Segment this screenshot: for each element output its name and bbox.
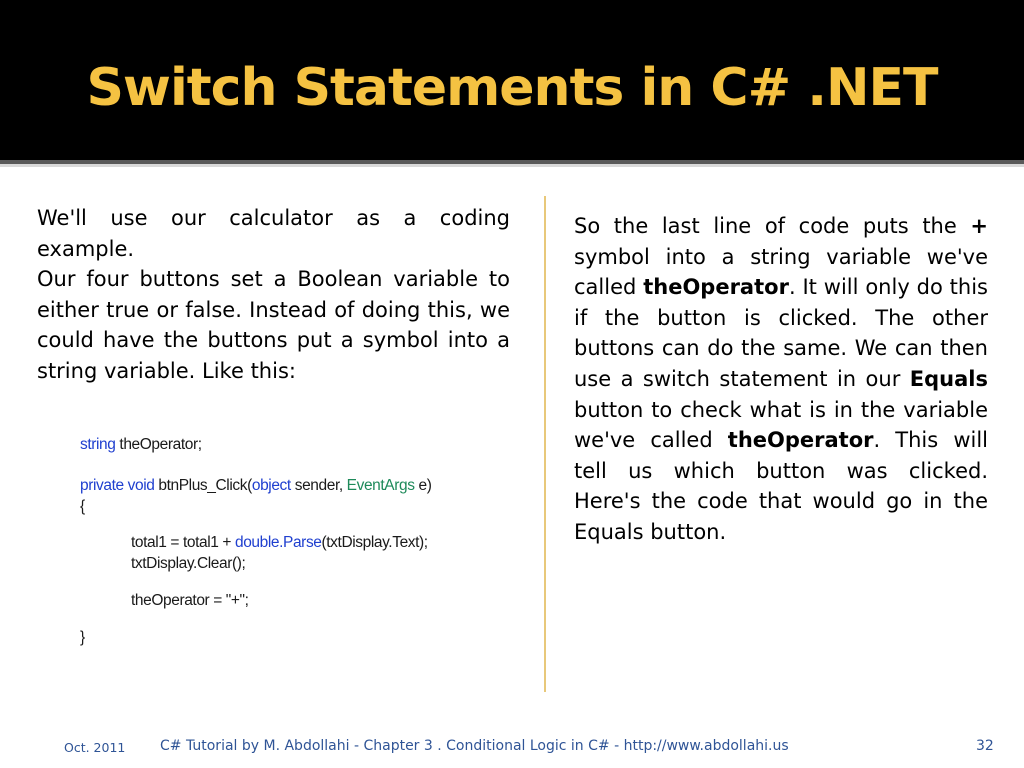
code-keyword: private void xyxy=(80,477,155,494)
code-text: theOperator; xyxy=(115,436,202,453)
code-line-open-brace: { xyxy=(80,498,85,515)
code-line-clear: txtDisplay.Clear(); xyxy=(131,555,246,572)
left-paragraph-explanation: Our four buttons set a Boolean variable to either true or false. Instead of doing this, we could have the buttons put a symbol into a string variable. Like this: xyxy=(37,267,510,383)
right-text: button to check what is in the variable we've called xyxy=(574,397,988,453)
slide-number: 32 xyxy=(976,738,994,754)
code-line-total xyxy=(131,534,428,552)
code-text: btnPlus_Click( xyxy=(154,477,252,494)
left-column xyxy=(37,203,510,387)
code-text: e) xyxy=(414,477,432,494)
code-text: total1 = total1 + xyxy=(131,534,235,551)
right-text: symbol into a string variable we've called xyxy=(574,244,988,300)
right-text: So the last line of code puts the xyxy=(574,214,971,238)
title-divider-highlight xyxy=(0,164,1024,167)
code-line-close-brace: } xyxy=(80,629,85,646)
equals-term: Equals xyxy=(909,366,988,391)
code-keyword: string xyxy=(80,436,116,453)
code-line-declaration xyxy=(80,436,202,454)
right-column xyxy=(574,211,988,548)
right-text: . This will tell us which button was clicked. Here's the code that would go in the Equals button. xyxy=(574,428,988,544)
the-operator-term: theOperator xyxy=(727,428,874,453)
plus-symbol: + xyxy=(970,214,988,238)
left-paragraph-intro: We'll use our calculator as a coding example. xyxy=(37,206,510,261)
footer-date: Oct. 2011 xyxy=(64,740,126,755)
column-separator xyxy=(544,196,546,692)
right-paragraph xyxy=(574,211,988,548)
code-type: EventArgs xyxy=(346,477,415,494)
code-text: sender, xyxy=(290,477,347,494)
code-keyword: double.Parse xyxy=(234,534,322,551)
right-text: . It will only do this if the button is clicked. The other buttons can do the same. We can then use a switch statement in our xyxy=(574,275,989,391)
slide-title: Switch Statements in C# .NET xyxy=(86,58,938,118)
footer-credit: C# Tutorial by M. Abdollahi - Chapter 3 . Conditional Logic in C# - http://www.abdollahi.us xyxy=(160,738,789,754)
code-keyword: object xyxy=(251,477,291,494)
code-line-operator: theOperator = "+"; xyxy=(131,592,249,609)
code-text: (txtDisplay.Text); xyxy=(321,534,428,551)
code-line-method-signature xyxy=(80,477,431,495)
the-operator-term: theOperator xyxy=(643,275,789,300)
